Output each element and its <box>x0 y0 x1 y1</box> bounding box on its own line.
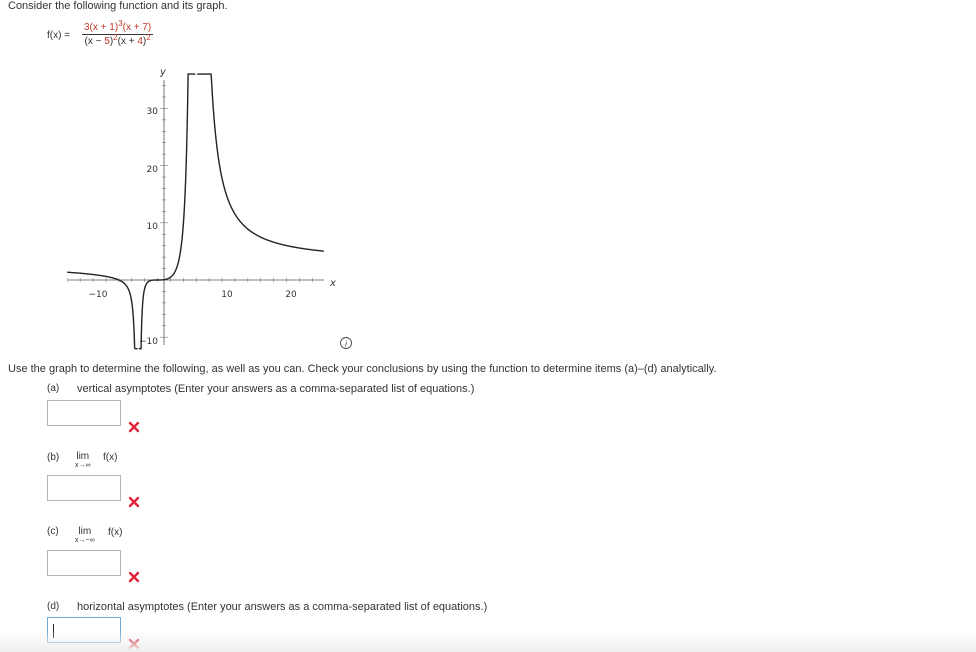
den-exponent-1: 2 <box>113 33 118 42</box>
incorrect-x-icon <box>128 571 140 583</box>
incorrect-x-icon <box>128 421 140 433</box>
question-intro: Consider the following function and its graph. <box>8 0 228 12</box>
part-b-answer-input[interactable] <box>47 475 121 501</box>
lim-subscript: x→−∞ <box>75 537 95 544</box>
lim-word: lim <box>76 451 90 462</box>
function-label: f(x) = <box>47 30 71 41</box>
part-c-limit-expr: f(x) <box>108 527 123 538</box>
den-factor-1-close: ) <box>109 36 114 47</box>
svg-text:i: i <box>344 339 348 349</box>
den-factor-2-close: ) <box>142 36 147 47</box>
y-tick-label: 10 <box>146 222 158 232</box>
part-a-letter: (a) <box>47 383 60 394</box>
curve-right-branch <box>197 74 324 251</box>
part-c-letter: (c) <box>47 526 59 537</box>
part-b-limit-expr: f(x) <box>103 452 118 463</box>
y-axis-label: y <box>160 67 166 78</box>
den-factor-1-open: (x − <box>84 36 105 47</box>
instructions-text: Use the graph to determine the following, as well as you can. Check your conclusions by using the function to determine items (a)–(d) analytically. <box>8 363 717 375</box>
part-a-answer-input[interactable] <box>47 400 121 426</box>
incorrect-x-icon <box>128 496 140 508</box>
curve-left-branch <box>67 272 137 348</box>
y-tick-label: 20 <box>146 165 158 175</box>
den-exponent-2: 2 <box>146 33 151 42</box>
part-c-limit <box>75 527 95 544</box>
den-five: 5 <box>104 36 110 47</box>
y-tick-label: 30 <box>146 107 158 117</box>
lim-word: lim <box>78 526 92 537</box>
x-axis-label: x <box>330 278 336 289</box>
info-icon[interactable] <box>341 338 352 349</box>
y-tick-label: −10 <box>139 337 158 347</box>
part-d-prompt: horizontal asymptotes (Enter your answers as a comma-separated list of equations.) <box>77 601 488 613</box>
num-factor-2: (x + 7) <box>122 22 152 33</box>
part-c-answer-input[interactable] <box>47 550 121 576</box>
bottom-fade <box>0 630 976 652</box>
den-factor-2-open: (x + <box>117 36 138 47</box>
part-b-letter: (b) <box>47 452 60 463</box>
part-a-prompt: vertical asymptotes (Enter your answers as a comma-separated list of equations.) <box>77 383 475 395</box>
lim-subscript: x→∞ <box>75 462 91 469</box>
num-exponent: 3 <box>118 19 123 28</box>
part-b-limit <box>75 452 91 469</box>
x-tick-label: 20 <box>285 290 297 300</box>
den-four: 4 <box>137 36 143 47</box>
x-tick-label: −10 <box>88 290 108 300</box>
part-d-letter: (d) <box>47 601 60 612</box>
x-tick-label: 10 <box>221 290 233 300</box>
num-factor-1: 3(x + 1) <box>84 22 119 33</box>
